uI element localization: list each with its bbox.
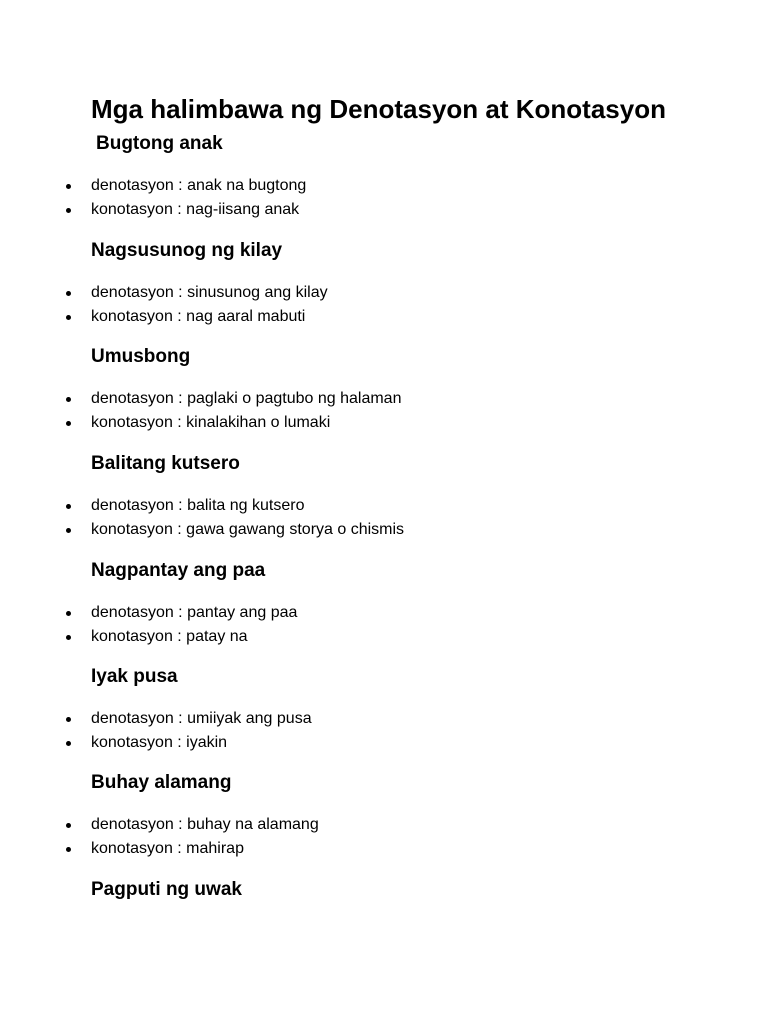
bullet-dot: [66, 635, 71, 640]
bullet-dot: [66, 421, 71, 426]
section-heading: Balitang kutsero: [91, 453, 240, 474]
bullet-dot: [66, 184, 71, 189]
list-item-text: denotasyon : buhay na alamang: [91, 816, 319, 833]
list-item-text: konotasyon : mahirap: [91, 840, 244, 857]
section-heading: Pagputi ng uwak: [91, 879, 242, 900]
list-item-text: konotasyon : patay na: [91, 628, 248, 645]
list-item-text: konotasyon : nag aaral mabuti: [91, 308, 306, 325]
bullet-dot: [66, 741, 71, 746]
page-title: Mga halimbawa ng Denotasyon at Konotasyon: [91, 94, 666, 124]
section-heading: Iyak pusa: [91, 666, 178, 687]
section-heading: Bugtong anak: [96, 133, 223, 154]
section-heading: Umusbong: [91, 346, 191, 367]
section-heading: Buhay alamang: [91, 772, 232, 793]
section-heading: Nagsusunog ng kilay: [91, 240, 283, 261]
list-item-text: denotasyon : sinusunog ang kilay: [91, 284, 328, 301]
list-item-text: denotasyon : umiiyak ang pusa: [91, 710, 312, 727]
bullet-dot: [66, 208, 71, 213]
bullet-dot: [66, 611, 71, 616]
section-heading: Nagpantay ang paa: [91, 560, 266, 581]
list-item-text: konotasyon : gawa gawang storya o chismis: [91, 521, 405, 538]
list-item-text: konotasyon : nag-iisang anak: [91, 201, 300, 218]
list-item-text: konotasyon : iyakin: [91, 734, 228, 751]
bullet-dot: [66, 397, 71, 402]
bullet-dot: [66, 315, 71, 320]
bullet-dot: [66, 717, 71, 722]
bullet-dot: [66, 528, 71, 533]
list-item-text: denotasyon : balita ng kutsero: [91, 497, 305, 514]
bullet-dot: [66, 291, 71, 296]
list-item-text: denotasyon : pantay ang paa: [91, 604, 298, 621]
bullet-dot: [66, 847, 71, 852]
bullet-dot: [66, 504, 71, 509]
list-item-text: konotasyon : kinalakihan o lumaki: [91, 414, 331, 431]
list-item-text: denotasyon : anak na bugtong: [91, 177, 307, 194]
bullet-dot: [66, 823, 71, 828]
list-item-text: denotasyon : paglaki o pagtubo ng halaman: [91, 390, 402, 407]
